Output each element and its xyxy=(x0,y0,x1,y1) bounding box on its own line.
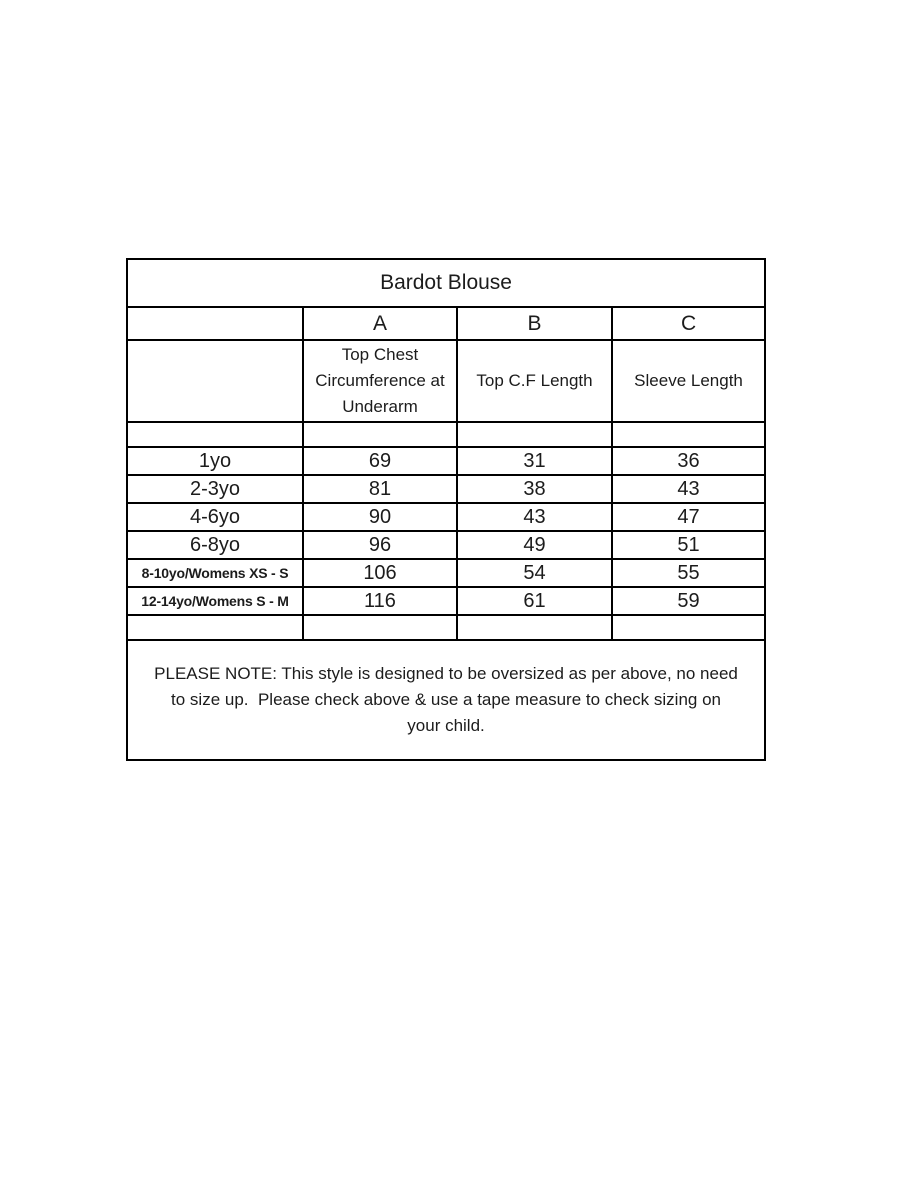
spacer-row xyxy=(127,422,765,447)
column-description-row xyxy=(127,340,765,422)
table-row xyxy=(127,559,765,587)
row-label: 8-10yo/Womens XS - S xyxy=(127,559,303,587)
column-key-b: B xyxy=(457,307,612,340)
value-cell: 116 xyxy=(303,587,457,615)
row-label: 2-3yo xyxy=(127,475,303,503)
row-label: 12-14yo/Womens S - M xyxy=(127,587,303,615)
size-chart-sheet xyxy=(126,258,766,761)
table-row xyxy=(127,587,765,615)
column-desc-c: Sleeve Length xyxy=(612,340,765,422)
spacer-row xyxy=(127,615,765,640)
chart-title: Bardot Blouse xyxy=(127,259,765,307)
table-row xyxy=(127,531,765,559)
value-cell: 43 xyxy=(612,475,765,503)
title-row xyxy=(127,259,765,307)
value-cell: 47 xyxy=(612,503,765,531)
value-cell: 38 xyxy=(457,475,612,503)
value-cell: 51 xyxy=(612,531,765,559)
note-row xyxy=(127,640,765,760)
size-chart-table xyxy=(126,258,766,761)
column-key-row xyxy=(127,307,765,340)
value-cell: 55 xyxy=(612,559,765,587)
value-cell: 49 xyxy=(457,531,612,559)
value-cell: 54 xyxy=(457,559,612,587)
value-cell: 90 xyxy=(303,503,457,531)
value-cell: 43 xyxy=(457,503,612,531)
row-label: 6-8yo xyxy=(127,531,303,559)
row-header-cell xyxy=(127,340,303,422)
column-desc-a: Top Chest Circumference at Underarm xyxy=(303,340,457,422)
note-line: to size up. Please check above & use a tape measure to check sizing on xyxy=(171,690,722,709)
value-cell: 81 xyxy=(303,475,457,503)
table-row xyxy=(127,475,765,503)
value-cell: 31 xyxy=(457,447,612,475)
table-row xyxy=(127,503,765,531)
note-text xyxy=(127,640,765,760)
row-label: 4-6yo xyxy=(127,503,303,531)
value-cell: 69 xyxy=(303,447,457,475)
value-cell: 59 xyxy=(612,587,765,615)
value-cell: 106 xyxy=(303,559,457,587)
table-row xyxy=(127,447,765,475)
value-cell: 61 xyxy=(457,587,612,615)
value-cell: 96 xyxy=(303,531,457,559)
note-line: PLEASE NOTE: This style is designed to be oversized as per above, no need xyxy=(154,664,738,683)
column-key-a: A xyxy=(303,307,457,340)
column-key-c: C xyxy=(612,307,765,340)
value-cell: 36 xyxy=(612,447,765,475)
row-label: 1yo xyxy=(127,447,303,475)
note-line: your child. xyxy=(407,716,485,735)
column-desc-b: Top C.F Length xyxy=(457,340,612,422)
row-header-cell xyxy=(127,307,303,340)
